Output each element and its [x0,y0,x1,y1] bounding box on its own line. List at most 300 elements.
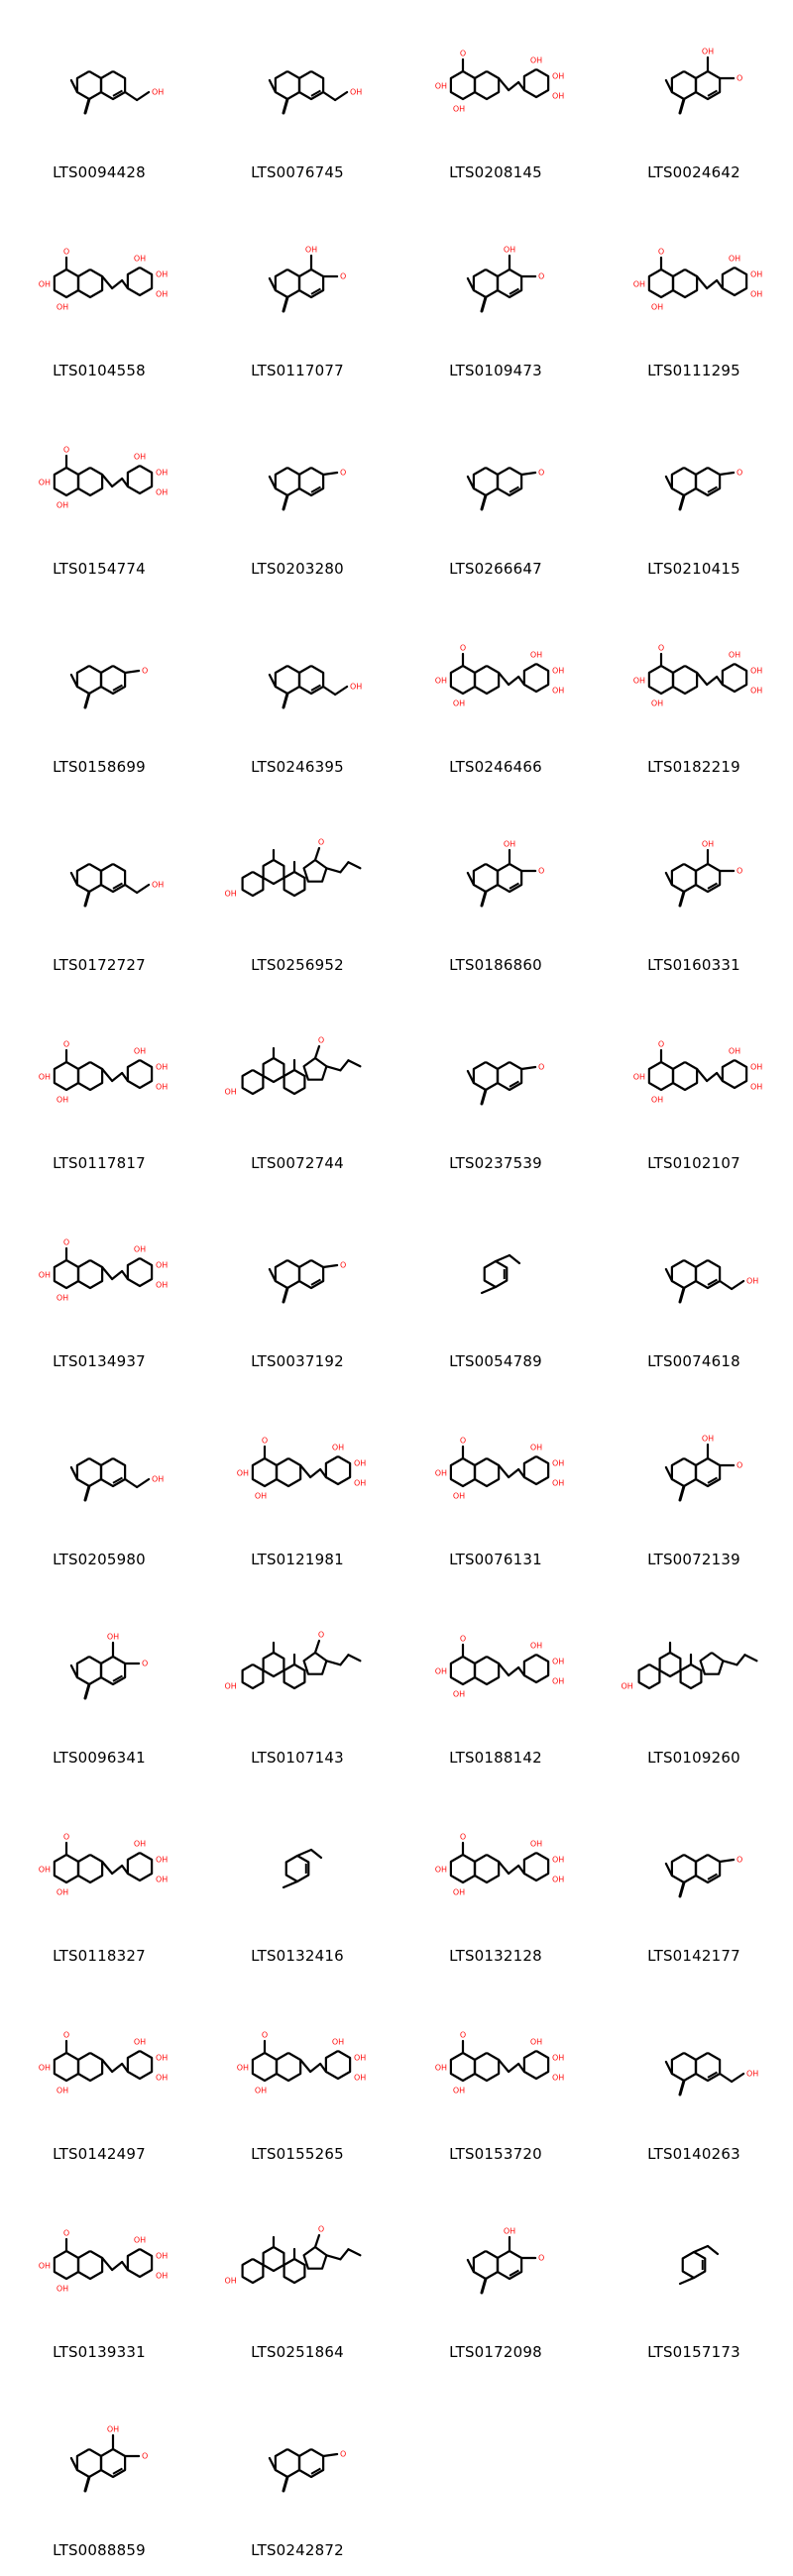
ring-bond [524,2051,548,2079]
ring-bond [673,269,697,297]
bond [496,1255,510,1261]
molecule-cell [0,1982,198,2180]
ring-bond [55,468,78,495]
ring-bond [128,1258,152,1286]
molecule-cell [396,1387,595,1585]
atom-label: OH [434,676,448,686]
atom-label: OH [749,1062,763,1072]
molecule-structure [213,2386,382,2538]
molecule-cell [396,1982,595,2180]
molecule-cell [198,1189,396,1387]
bond [125,1479,137,1487]
molecule-id-label: LTS0132128 [449,1947,542,1965]
bond [348,1655,360,1661]
bond [102,1069,112,1081]
bond [112,2064,122,2072]
atom-label: OH [632,279,646,289]
ring-bond [77,864,101,892]
atom-label: OH [503,245,516,255]
atom-label: OH [749,289,763,299]
ring-bond [55,2053,78,2081]
atom-label: OH [155,487,169,497]
ring-bond [672,1260,696,1288]
ring-bond [78,1855,102,1882]
ring-bond [276,666,299,694]
atom-label: OH [133,452,147,462]
ring-bond [276,468,299,495]
ring-bond [78,2053,102,2081]
molecule-structure [15,2386,183,2538]
bond [112,1073,122,1081]
molecule-cell [595,1189,793,1387]
atom-label: OH [155,1260,169,1270]
molecule-structure [15,404,183,557]
molecule-structure [15,1593,183,1746]
molecule-structure [411,1989,580,2142]
atom-label: OH [155,269,169,279]
atom-label: OH [224,889,237,899]
atom-label: O [339,271,347,281]
atom-label: OH [349,87,363,97]
bond [708,2246,718,2254]
ring-bond [55,1062,78,1090]
bond [283,1288,287,1302]
atom-label: OH [434,1865,448,1875]
molecule-structure [15,1791,183,1944]
molecule-structure [411,1791,580,1944]
atom-label: OH [551,1855,565,1865]
bond [85,1684,89,1698]
molecule-cell [595,0,793,198]
molecule-cell [0,594,198,793]
ring-bond [475,666,499,694]
bond [482,2279,486,2293]
bond [732,2074,743,2082]
ring-bond [672,1458,696,1486]
bond [499,673,509,685]
bond [521,1067,535,1069]
atom-label: OH [56,1293,69,1303]
ring-bond [475,1657,499,1684]
molecule-cell [396,1783,595,1982]
bond [509,677,518,685]
ring-bond [639,1664,660,1688]
ring-bond [77,1657,101,1684]
molecule-structure [610,1593,778,1746]
atom-label: O [62,445,70,455]
atom-label: OH [56,500,69,510]
ring-bond [304,860,327,882]
molecule-cell [396,594,595,793]
atom-label: O [62,247,70,257]
molecule-cell [595,396,793,594]
ring-bond [128,2051,152,2079]
atom-label: OH [56,302,69,312]
atom-label: OH [452,104,466,114]
atom-label: OH [551,2073,565,2083]
bond [482,297,486,311]
bond [482,495,486,509]
atom-label: O [317,837,325,847]
bond [297,1850,311,1856]
molecule-id-label: LTS0154774 [53,560,146,578]
molecule-id-label: LTS0251864 [251,2343,344,2361]
ring-bond [524,69,548,97]
bond [112,479,122,486]
bond [697,1069,707,1081]
ring-bond [277,1458,300,1486]
ring-bond [304,1653,327,1674]
molecule-structure [213,999,382,1151]
molecule-id-label: LTS0132416 [251,1947,344,1965]
bond [509,1866,518,1874]
ring-bond [474,2251,498,2279]
bond [720,1860,734,1862]
ring-bond [253,1458,277,1486]
atom-label: OH [304,245,318,255]
ring-bond [474,269,498,297]
atom-label: OH [434,1468,448,1478]
molecule-id-label: LTS0157173 [647,2343,740,2361]
atom-label: OH [632,676,646,686]
bond [707,280,717,288]
atom-label: OH [331,1443,345,1452]
atom-label: O [736,73,743,83]
ring-bond [681,1664,702,1688]
molecule-structure [213,1791,382,1944]
bond [323,687,335,695]
molecule-cell [198,0,396,198]
molecule-id-label: LTS0134937 [53,1352,146,1370]
atom-label: OH [529,2037,543,2047]
molecule-structure [411,1395,580,1548]
bond [697,276,707,288]
ring-bond [276,2449,299,2477]
ring-bond [77,2449,101,2477]
atom-label: OH [551,1478,565,1488]
molecule-structure [213,2188,382,2340]
atom-label: OH [349,682,363,692]
atom-label: OH [106,2424,120,2434]
ring-bond [673,1062,697,1090]
atom-label: OH [38,1270,52,1280]
molecule-id-label: LTS0072744 [251,1154,344,1172]
ring-bond [649,1062,673,1090]
atom-label: O [62,1832,70,1842]
atom-label: O [459,643,467,653]
molecule-structure [411,1197,580,1349]
atom-label: O [657,1039,665,1049]
atom-label: O [736,468,743,478]
molecule-cell [396,0,595,198]
molecule-structure [213,1197,382,1349]
molecule-structure [610,1197,778,1349]
molecule-structure [610,8,778,161]
atom-label: OH [551,1657,565,1666]
molecule-id-label: LTS0121981 [251,1551,344,1568]
molecule-cell [0,1783,198,1982]
bond [348,862,360,868]
molecule-cell [0,793,198,991]
atom-label: OH [621,1681,633,1691]
bond [509,1667,518,1675]
molecule-id-label: LTS0096341 [53,1749,146,1767]
molecule-cell [396,1189,595,1387]
atom-label: OH [745,2069,759,2079]
molecule-cell [0,1585,198,1783]
atom-label: O [537,1062,545,1072]
ring-bond [451,1458,475,1486]
atom-label: OH [551,71,565,81]
atom-label: OH [155,2251,169,2261]
atom-label: OH [133,1046,147,1056]
ring-bond [326,2051,350,2079]
molecule-structure [213,602,382,755]
ring-bond [672,71,696,99]
atom-label: OH [133,1839,147,1849]
ring-bond [243,2259,264,2283]
molecule-id-label: LTS0076745 [251,163,344,181]
molecule-structure [15,8,183,161]
molecule-cell [198,2180,396,2378]
atom-label: OH [155,1875,169,1884]
ring-bond [660,1653,681,1676]
molecule-id-label: LTS0037192 [251,1352,344,1370]
atom-label: OH [701,1434,715,1444]
bond [315,2235,319,2247]
molecule-id-label: LTS0210415 [647,560,740,578]
bond [326,1661,340,1664]
bond [283,694,287,707]
atom-label: OH [551,1875,565,1884]
molecule-cell [595,594,793,793]
molecule-id-label: LTS0242872 [251,2541,344,2559]
atom-label: O [317,2224,325,2234]
bond [680,2081,684,2094]
bond [283,99,287,113]
ring-bond [55,1855,78,1882]
bond [482,1090,486,1104]
bond [680,495,684,509]
bond [102,475,112,486]
atom-label: O [537,866,545,876]
ring-bond [264,1058,284,1082]
atom-label: OH [745,1276,759,1286]
bond [499,1664,509,1675]
bond [310,2064,320,2072]
molecule-cell [396,2180,595,2378]
bond [482,1287,496,1293]
molecule-id-label: LTS0140263 [647,2145,740,2163]
bond [85,694,89,707]
molecule-id-label: LTS0094428 [53,163,146,181]
atom-label: O [261,2030,269,2040]
atom-label: OH [632,1072,646,1082]
molecule-id-label: LTS0107143 [251,1749,344,1767]
ring-bond [77,666,101,694]
atom-label: OH [133,254,147,264]
atom-label: OH [434,2063,448,2073]
atom-label: OH [331,2037,345,2047]
atom-label: OH [551,2053,565,2063]
molecule-cell [198,1783,396,1982]
molecule-id-label: LTS0188142 [449,1749,542,1767]
atom-label: OH [701,47,715,56]
bond [720,2074,732,2082]
atom-label: O [736,1460,743,1470]
bond [348,1060,360,1066]
bond [283,297,287,311]
atom-label: OH [551,686,565,696]
molecule-cell [0,1387,198,1585]
molecule-id-label: LTS0203280 [251,560,344,578]
molecule-cell [0,198,198,396]
atom-label: OH [56,1887,69,1897]
bond [510,1255,519,1263]
atom-label: OH [38,2261,52,2271]
ring-bond [78,2251,102,2279]
ring-bond [649,269,673,297]
atom-label: OH [529,650,543,660]
atom-label: OH [56,1095,69,1105]
molecule-id-label: LTS0208145 [449,163,542,181]
ring-bond [253,2053,277,2081]
molecule-cell [396,991,595,1189]
ring-bond [284,872,305,896]
atom-label: OH [353,2053,367,2063]
atom-label: OH [155,468,169,478]
molecule-cell [595,1387,793,1585]
atom-label: OH [551,91,565,101]
bond [680,1288,684,1302]
atom-label: OH [503,839,516,849]
molecule-id-label: LTS0158699 [53,758,146,776]
molecule-structure [610,999,778,1151]
bond [283,495,287,509]
molecule-structure [610,2188,778,2340]
bond [300,2060,310,2072]
bond [85,1486,89,1500]
atom-label: OH [529,1641,543,1651]
atom-label: OH [728,1046,741,1056]
atom-label: OH [106,1632,120,1642]
molecule-structure [411,404,580,557]
molecule-id-label: LTS0074618 [647,1352,740,1370]
ring-bond [304,2247,327,2269]
bond [707,1073,717,1081]
molecule-structure [411,206,580,359]
molecule-structure [411,602,580,755]
atom-label: O [459,1634,467,1644]
atom-label: OH [452,2086,466,2095]
bond [509,2064,518,2072]
atom-label: OH [749,666,763,676]
molecule-cell [0,991,198,1189]
bond [697,673,707,685]
bond [112,2262,122,2270]
bond [680,1882,684,1896]
atom-label: O [459,1832,467,1842]
molecule-cell [595,1585,793,1783]
molecule-id-label: LTS0076131 [449,1551,542,1568]
ring-bond [672,1855,696,1882]
atom-label: OH [254,2086,268,2095]
atom-label: O [459,49,467,58]
ring-bond [672,864,696,892]
ring-bond [78,269,102,297]
molecule-id-label: LTS0182219 [647,758,740,776]
atom-label: OH [551,666,565,676]
atom-label: O [537,468,545,478]
ring-bond [243,872,264,896]
atom-label: OH [236,2063,250,2073]
bond [499,78,509,90]
atom-label: O [736,866,743,876]
molecule-cell [198,198,396,396]
bond [315,1046,319,1058]
molecule-structure [411,1593,580,1746]
ring-bond [723,268,746,295]
atom-label: O [141,666,149,676]
atom-label: OH [650,302,664,312]
bond [744,1655,756,1661]
bond [340,862,348,872]
atom-label: OH [529,1839,543,1849]
molecule-cell [198,594,396,793]
bond [283,1881,297,1887]
molecule-cell [595,1783,793,1982]
molecule-structure [213,1395,382,1548]
atom-label: O [317,1630,325,1640]
molecule-id-label: LTS0024642 [647,163,740,181]
atom-label: O [459,1436,467,1446]
bond [85,99,89,113]
molecule-structure [610,1395,778,1548]
ring-bond [78,1062,102,1090]
atom-label: O [657,247,665,257]
atom-label: OH [155,1062,169,1072]
molecule-id-label: LTS0109260 [647,1749,740,1767]
atom-label: O [736,1855,743,1865]
ring-bond [723,664,746,692]
bond [707,677,717,685]
atom-label: O [537,271,545,281]
molecule-id-label: LTS0111295 [647,362,740,379]
molecule-structure [411,801,580,953]
molecule-id-label: LTS0266647 [449,560,542,578]
atom-label: OH [254,1491,268,1501]
molecule-structure [213,1593,382,1746]
atom-label: O [657,643,665,653]
ring-bond [451,1855,475,1882]
molecule-structure [610,1791,778,1944]
ring-bond [276,71,299,99]
bond [102,1862,112,1874]
molecule-cell [595,2180,793,2378]
molecule-id-label: LTS0139331 [53,2343,146,2361]
atom-label: OH [38,2063,52,2073]
ring-bond [77,71,101,99]
atom-label: O [141,2451,149,2461]
ring-bond [128,2249,152,2277]
bond [335,92,347,100]
atom-label: OH [452,1887,466,1897]
molecule-cell [396,793,595,991]
ring-bond [77,1458,101,1486]
ring-bond [451,71,475,99]
ring-bond [524,1655,548,1682]
bond [125,671,139,673]
